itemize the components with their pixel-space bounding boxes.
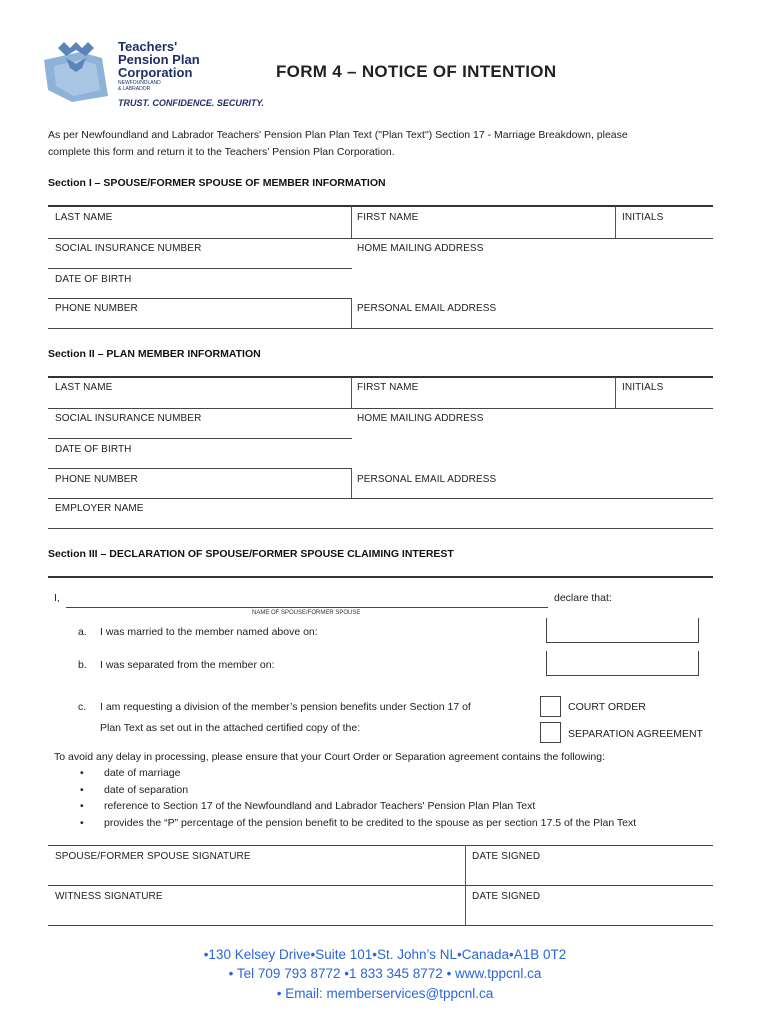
s2-phone-label: PHONE NUMBER: [55, 474, 138, 485]
section3-rule: [48, 576, 713, 578]
s1-address-label: HOME MAILING ADDRESS: [357, 243, 484, 254]
item-c-text2: Plan Text as set out in the attached certified copy of the:: [100, 722, 361, 734]
item-c-text1: I am requesting a division of the member’s pension benefits under Section 17 of: [100, 701, 471, 713]
page-title: FORM 4 – NOTICE OF INTENTION: [276, 62, 557, 81]
separation-date-field[interactable]: [546, 651, 699, 676]
logo-name-line2: Pension Plan: [118, 52, 200, 67]
logo-name-line3: Corporation: [118, 65, 193, 80]
spouse-date-label: DATE SIGNED: [472, 851, 541, 862]
separation-agreement-label: SEPARATION AGREEMENT: [568, 728, 703, 740]
logo-emblem-icon: [40, 38, 118, 104]
declare-label: declare that:: [554, 592, 612, 604]
s2-initials-label: INITIALS: [622, 382, 664, 393]
s1-initials-label: INITIALS: [622, 212, 664, 223]
s2-first-name-label: FIRST NAME: [357, 382, 419, 393]
intro-line1: As per Newfoundland and Labrador Teachers' Pension Plan Plan Text ("Plan Text") Section 17 - Marriage Breakdown, please: [48, 129, 628, 141]
footer-phone-web: • Tel 709 793 8772 •1 833 345 8772 • www.tppcnl.ca: [228, 966, 542, 981]
i-label: I,: [54, 592, 60, 604]
logo-name-line1: Teachers': [118, 39, 178, 54]
spouse-name-caption: NAME OF SPOUSE/FORMER SPOUSE: [252, 610, 361, 616]
s2-email-label: PERSONAL EMAIL ADDRESS: [357, 474, 497, 485]
logo-sub1: NEWFOUNDLAND: [118, 80, 161, 86]
marriage-date-field[interactable]: [546, 618, 699, 643]
section3-heading: Section III – DECLARATION OF SPOUSE/FORMER SPOUSE CLAIMING INTEREST: [48, 548, 454, 560]
item-b-text: I was separated from the member on:: [100, 659, 275, 671]
spouse-name-field[interactable]: [66, 588, 548, 608]
witness-signature-label: WITNESS SIGNATURE: [55, 891, 163, 902]
witness-date-label: DATE SIGNED: [472, 891, 541, 902]
logo-tagline: TRUST. CONFIDENCE. SECURITY.: [118, 98, 265, 108]
section1-heading: Section I – SPOUSE/FORMER SPOUSE OF MEMBER INFORMATION: [48, 177, 386, 189]
s1-email-label: PERSONAL EMAIL ADDRESS: [357, 303, 497, 314]
item-c-letter: c.: [78, 701, 87, 713]
s2-address-label: HOME MAILING ADDRESS: [357, 413, 484, 424]
s1-phone-label: PHONE NUMBER: [55, 303, 138, 314]
separation-agreement-checkbox[interactable]: [540, 722, 561, 743]
spouse-signature-label: SPOUSE/FORMER SPOUSE SIGNATURE: [55, 851, 251, 862]
s2-employer-field[interactable]: [48, 499, 713, 528]
s2-employer-label: EMPLOYER NAME: [55, 503, 144, 514]
s1-first-name-label: FIRST NAME: [357, 212, 419, 223]
intro-line2: complete this form and return it to the Teachers’ Pension Plan Corporation.: [48, 146, 395, 158]
footer-email: • Email: memberservices@tppcnl.ca: [276, 986, 494, 1001]
item-b-letter: b.: [78, 659, 87, 671]
logo: [40, 38, 265, 112]
logo-sub2: & LABRADOR: [118, 86, 151, 92]
item-a-letter: a.: [78, 626, 87, 638]
court-order-label: COURT ORDER: [568, 701, 646, 713]
section2-heading: Section II – PLAN MEMBER INFORMATION: [48, 348, 261, 360]
avoid-delay-text: To avoid any delay in processing, please ensure that your Court Order or Separation agreement contains the following:: [54, 751, 605, 763]
court-order-checkbox[interactable]: [540, 696, 561, 717]
s2-dob-label: DATE OF BIRTH: [55, 444, 132, 455]
s2-last-name-label: LAST NAME: [55, 382, 113, 393]
item-a-text: I was married to the member named above on:: [100, 626, 318, 638]
footer-address: •130 Kelsey Drive•Suite 101•St. John’s NL•Canada•A1B 0T2: [203, 947, 567, 962]
s2-sin-label: SOCIAL INSURANCE NUMBER: [55, 413, 202, 424]
s1-sin-label: SOCIAL INSURANCE NUMBER: [55, 243, 202, 254]
s1-last-name-label: LAST NAME: [55, 212, 113, 223]
s1-dob-label: DATE OF BIRTH: [55, 274, 132, 285]
